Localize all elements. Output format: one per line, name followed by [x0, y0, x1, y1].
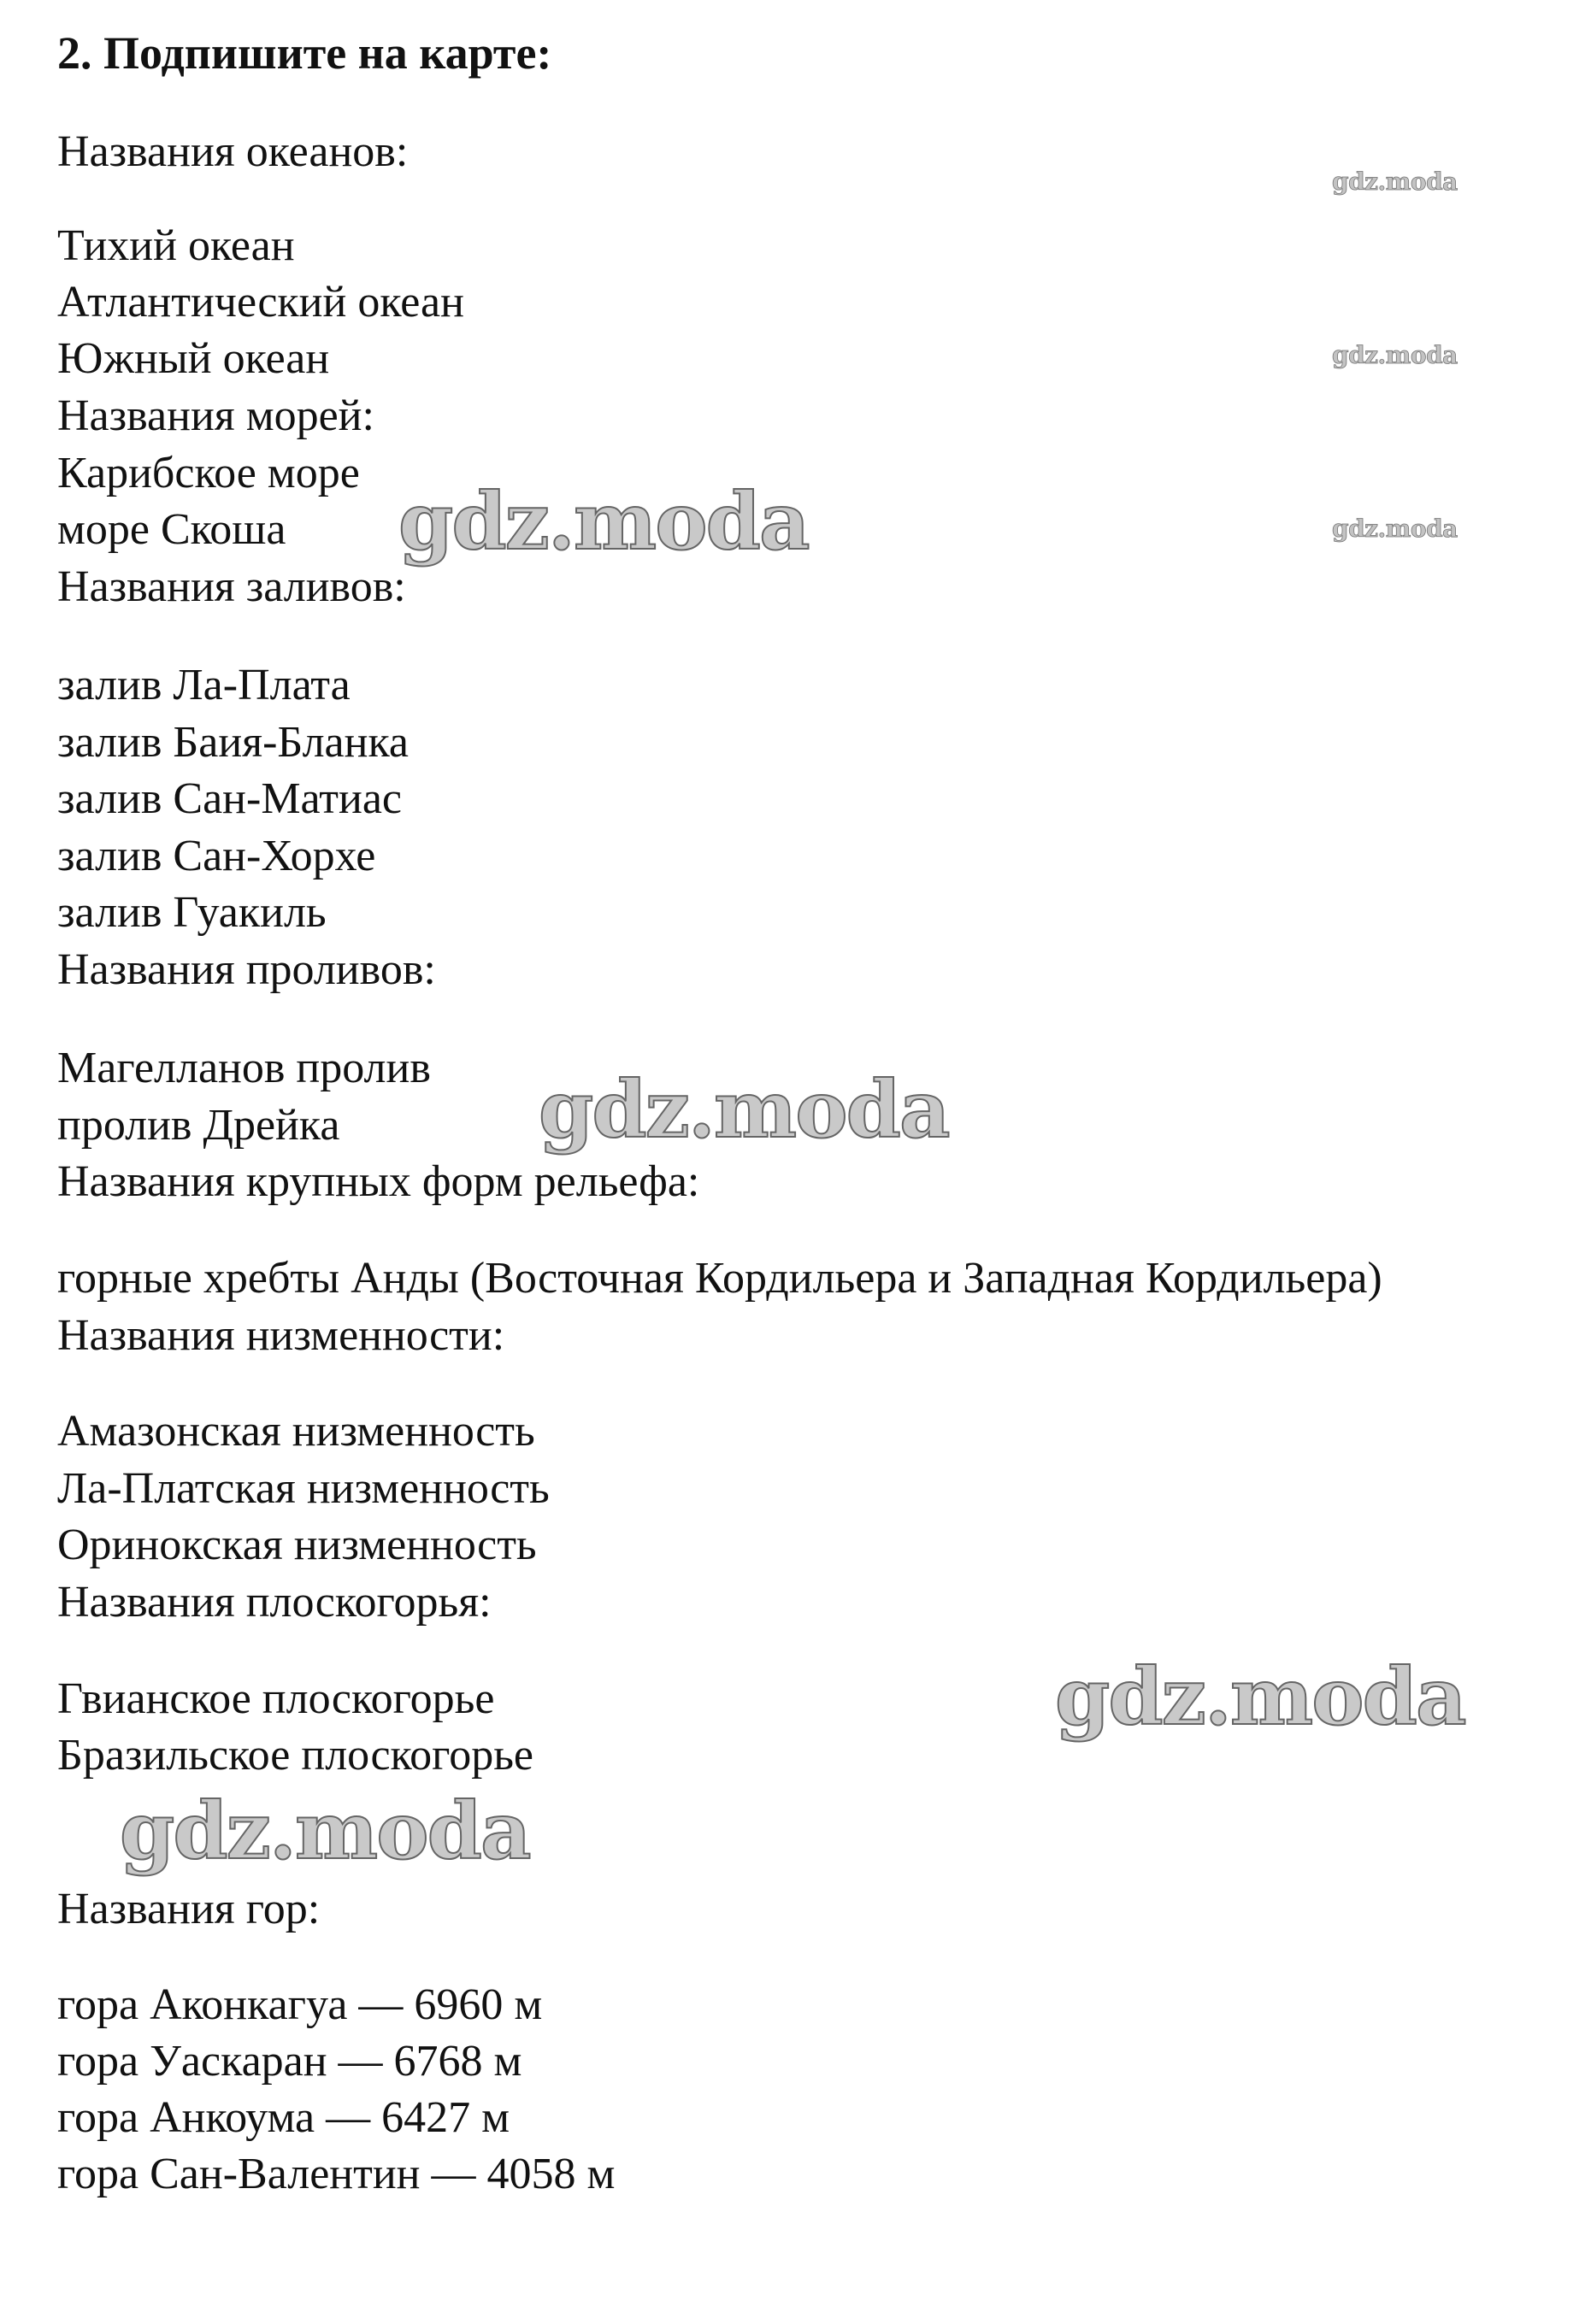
task-title: 2. Подпишите на карте: [57, 27, 552, 79]
plateaus-heading: Названия плоскогорья: [57, 1578, 492, 1627]
lowlands-heading: Названия низменности: [57, 1311, 505, 1360]
watermark-small: gdz.moda [1332, 515, 1458, 543]
bay-item: залив Ла-Плата [57, 661, 351, 709]
seas-heading: Названия морей: [57, 391, 374, 440]
bay-item: залив Баия-Бланка [57, 718, 409, 767]
mountain-item: гора Уаскаран — 6768 м [57, 2037, 522, 2086]
lowland-item: Амазонская низменность [57, 1407, 535, 1456]
ocean-item: Атлантический океан [57, 278, 464, 327]
watermark-large: gdz.moda [120, 1785, 530, 1877]
relief-heading: Названия крупных форм рельефа: [57, 1157, 700, 1206]
watermark-large: gdz.moda [539, 1063, 949, 1156]
mountains-heading: Названия гор: [57, 1885, 321, 1933]
straits-heading: Названия проливов: [57, 945, 436, 994]
watermark-small: gdz.moda [1332, 341, 1458, 369]
ocean-item: Тихий океан [57, 221, 295, 270]
watermark-large: gdz.moda [1055, 1650, 1465, 1743]
mountain-item: гора Аконкагуа — 6960 м [57, 1980, 543, 2029]
mountain-item: гора Сан-Валентин — 4058 м [57, 2150, 616, 2198]
bays-heading: Названия заливов: [57, 562, 406, 611]
oceans-heading: Названия океанов: [57, 127, 409, 176]
sea-item: море Скоша [57, 505, 286, 554]
lowland-item: Оринокская низменность [57, 1521, 537, 1569]
ocean-item: Южный океан [57, 334, 330, 383]
lowland-item: Ла-Платская низменность [57, 1464, 550, 1513]
mountain-item: гора Анкоума — 6427 м [57, 2093, 510, 2142]
plateau-item: Гвианское плоскогорье [57, 1674, 495, 1723]
bay-item: залив Сан-Хорхе [57, 832, 376, 880]
watermark-small: gdz.moda [1332, 168, 1458, 196]
sea-item: Карибское море [57, 449, 360, 497]
strait-item: Магелланов пролив [57, 1044, 431, 1092]
strait-item: пролив Дрейка [57, 1101, 340, 1150]
watermark-large: gdz.moda [398, 475, 809, 568]
bay-item: залив Сан-Матиас [57, 774, 402, 823]
relief-item: горные хребты Анды (Восточная Кордильера и Западная Кордильера) [57, 1254, 1382, 1303]
bay-item: залив Гуакиль [57, 888, 327, 937]
plateau-item: Бразильское плоскогорье [57, 1731, 533, 1780]
